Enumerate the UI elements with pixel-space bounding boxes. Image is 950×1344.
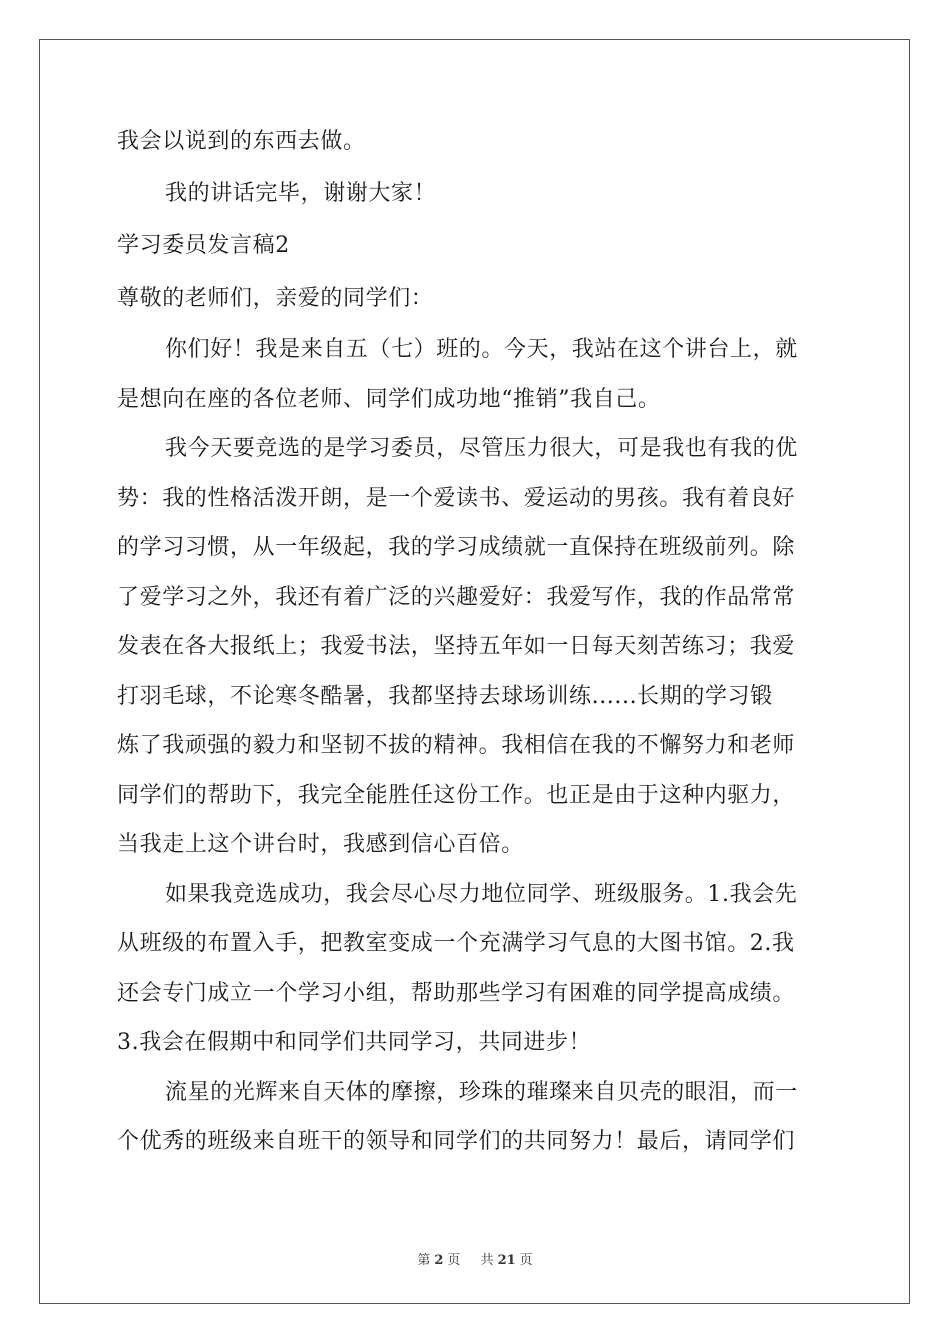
text-line: 同学们的帮助下，我完全能胜任这份工作。也正是由于这种内驱力， (117, 783, 796, 808)
text-line: 打羽毛球，不论寒冬酷暑，我都坚持去球场训练......长期的学习锻 (117, 684, 773, 709)
text-line: 我今天要竞选的是学习委员，尽管压力很大，可是我也有我的优 (165, 436, 798, 461)
text-line: 的学习习惯，从一年级起，我的学习成绩就一直保持在班级前列。除 (117, 535, 796, 560)
text-line: 炼了我顽强的毅力和坚韧不拔的精神。我相信在我的不懈努力和老师 (117, 733, 796, 758)
text-line: 个优秀的班级来自班干的领导和同学们的共同努力！最后，请同学们 (117, 1129, 796, 1154)
page-indicator: 第 2 页 (417, 1253, 461, 1268)
total-pages-indicator: 共 21 页 (480, 1253, 533, 1268)
total-pages: 21 (497, 1253, 516, 1268)
text-line: 还会专门成立一个学习小组，帮助那些学习有困难的同学提高成绩。 (117, 981, 796, 1006)
text-line: 了爱学习之外，我还有着广泛的兴趣爱好：我爱写作，我的作品常常 (117, 585, 796, 610)
text-line: 3.我会在假期中和同学们共同学习，共同进步！ (117, 1030, 592, 1055)
text-line: 你们好！我是来自五（七）班的。今天，我站在这个讲台上，就 (165, 337, 798, 362)
text-line: 是想向在座的各位老师、同学们成功地“推销”我自己。 (117, 387, 661, 412)
page-border (39, 39, 910, 1304)
text-line: 如果我竞选成功，我会尽心尽力地位同学、班级服务。1.我会先 (165, 882, 798, 907)
text-line: 流星的光辉来自天体的摩擦，珍珠的璀璨来自贝壳的眼泪，而一 (165, 1080, 798, 1105)
salutation: 尊敬的老师们，亲爱的同学们： (117, 286, 434, 311)
text-line: 从班级的布置入手，把教室变成一个充满学习气息的大图书馆。2.我 (117, 931, 795, 956)
text-line: 发表在各大报纸上；我爱书法，坚持五年如一日每天刻苦练习；我爱 (117, 634, 796, 659)
page-number: 2 (434, 1253, 444, 1268)
section-heading: 学习委员发言稿2 (117, 233, 290, 258)
text-line: 我会以说到的东西去做。 (117, 129, 366, 154)
page-footer (0, 1249, 950, 1268)
text-line: 当我走上这个讲台时，我感到信心百倍。 (117, 832, 524, 857)
text-line: 势：我的性格活泼开朗，是一个爱读书、爱运动的男孩。我有着良好 (117, 486, 796, 511)
text-line: 我的讲话完毕，谢谢大家！ (165, 181, 437, 206)
